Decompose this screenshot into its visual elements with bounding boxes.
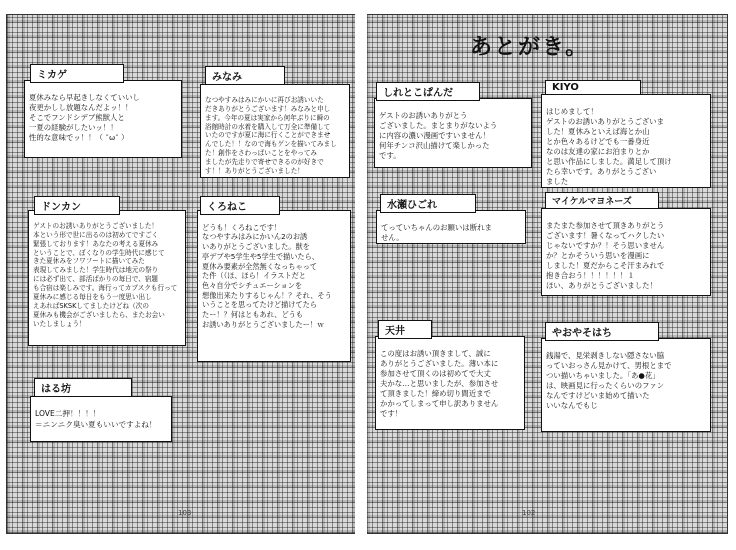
note-kiyo-text: はじめまして！ ゲストのお誘いありがとうございま した！夏休みといえば海とか山 とか色々あるけどでも一番身近 なのは友達の家にお泊まりとか と思い作品にしました。満足して頂け たら幸いです。ありがとうござい ました: [546, 106, 672, 186]
book-gutter: [355, 0, 367, 550]
note-kuroneko-text: どうも！くろねこです！ なつやすみはみにかいん2のお誘 いありがとうございました。獣を 亭デブや5学生や5学生で描いたら、 夏休み要素が全然無くなっちゃって た件（（ほ、ほら！イラストだと 色々自分でシチュエーションを 想像出来たりするじゃん！？それ、そう いうことを思ってたけど描けてたら たー！？何はともあれ、どうも お誘いありがとうございましたー！ｗ: [202, 222, 332, 329]
note-mayonnaise-name: マイケルマヨネーズ: [545, 192, 659, 209]
left-page-number: 103: [178, 509, 192, 517]
note-minami-text: なつやすみはみにかいに再びお誘いいた だきありがとうございます！みなみと申し ます。今年の夏は実家から何年ぶりに瞬の 浴館時計の水着を購入して万全に準備して いたのですが夏に海に行くことができませ んでした！！なので海もゲンを描いてみまし た！創作をさわっぱいことをやってみ ましたが先走りで寄せできるのが好きで す！！ありがとうございました！: [205, 95, 337, 176]
page-title: あとがき。: [470, 35, 590, 60]
note-donkan-name: ドンカン: [34, 196, 120, 215]
note-kiyo-name: KIYO: [545, 80, 641, 95]
note-yaoyasohachi-text: 銭湯で、見栄剥きしない隠さない脇 っていおっさん見かけて、男根とまで つい描いちゃいました。「あ●花」 は、映画見に行ったくらいのファン なんですけどいま始めて描いた いいなんでもじ: [546, 350, 672, 410]
note-amai: [375, 336, 525, 430]
note-kiyo: [541, 94, 711, 188]
note-mayonnaise: [541, 208, 711, 296]
note-kuroneko-name: くろねこ: [200, 196, 280, 215]
note-mikage-text: 夏休みなら早起きしなくていいし 夜更かしし放題なんだよッ！！ そこでフンドシデブ熊獣人と 一夏の経験がしたいッ！！ 性的な意味でッ！！（ ˘ω˘ ）: [29, 92, 140, 142]
note-mizuse-name: 水瀬ひごれ: [380, 194, 476, 213]
note-yaoyasohachi-name: やおやそはち: [545, 322, 659, 341]
note-shiretoko-text: ゲストのお誘いありがとう ございました。まとまりがないよう に内容の濃い漫画ですいません！ 何年チンコ沢山描けて楽しかった です。: [379, 110, 498, 160]
note-mikage: [24, 80, 182, 158]
note-haru-name: はる坊: [34, 378, 132, 397]
note-haru: [30, 396, 172, 442]
note-minami-name: みなみ: [205, 66, 285, 85]
note-amai-name: 天井: [378, 320, 432, 339]
note-donkan-text: ゲストのお誘いありがとうございました！ 本という形で世に出るのは初めてですごく 緊張しております！あなたの考える夏休み ということで、ぼくなりの学生時代に感じて きた夏休みをフワフートに描いてみた 表現してみました！学生時代は地元の祭り には必ず出て、部活ばかりの毎日で、宿題 も合宿は楽しみです。海行ってカブスクも行って 夏休みに感じる毎日をもう一度思い出し えあればSKSKしてましたけどね（次の 夏休みも機会がございましたら、またお会い いたしましょう！: [33, 221, 178, 328]
note-shiretoko: [374, 98, 532, 168]
note-kuroneko: [197, 210, 351, 362]
note-mizuse-text: てっていちゃんのお願いは断れま せん。: [381, 222, 492, 242]
note-shiretoko-name: しれとこぱんだ: [376, 82, 480, 101]
note-mikage-name: ミカゲ: [30, 64, 124, 83]
note-haru-text: LOVE二押！！！！ ＝ニンニク臭い夏もいいですよね！: [35, 409, 157, 429]
note-yaoyasohachi: [541, 338, 711, 432]
note-minami: [200, 84, 350, 178]
note-donkan: [28, 210, 186, 346]
note-mizuse: [376, 210, 526, 244]
right-page-number: 102: [522, 509, 536, 517]
note-mayonnaise-text: またまた参加させて頂きありがとう ございます！暑くなってハクしたい じゃないですか？！そう思いません か？とかそういう思いを漫画に しました！夏だからこそ汗まみれで 抱き合おう！！！！！！１ ほい、ありがとうございました！: [546, 220, 665, 290]
note-amai-text: この度はお誘い頂きまして、誠に ありがとうございました。薄い本に 参加させて頂くのは初めてで大丈 夫かな…と思いましたが、参加させ て頂きました！締め切り間近まで かかってしまって申し訳ありません です！: [380, 348, 499, 418]
